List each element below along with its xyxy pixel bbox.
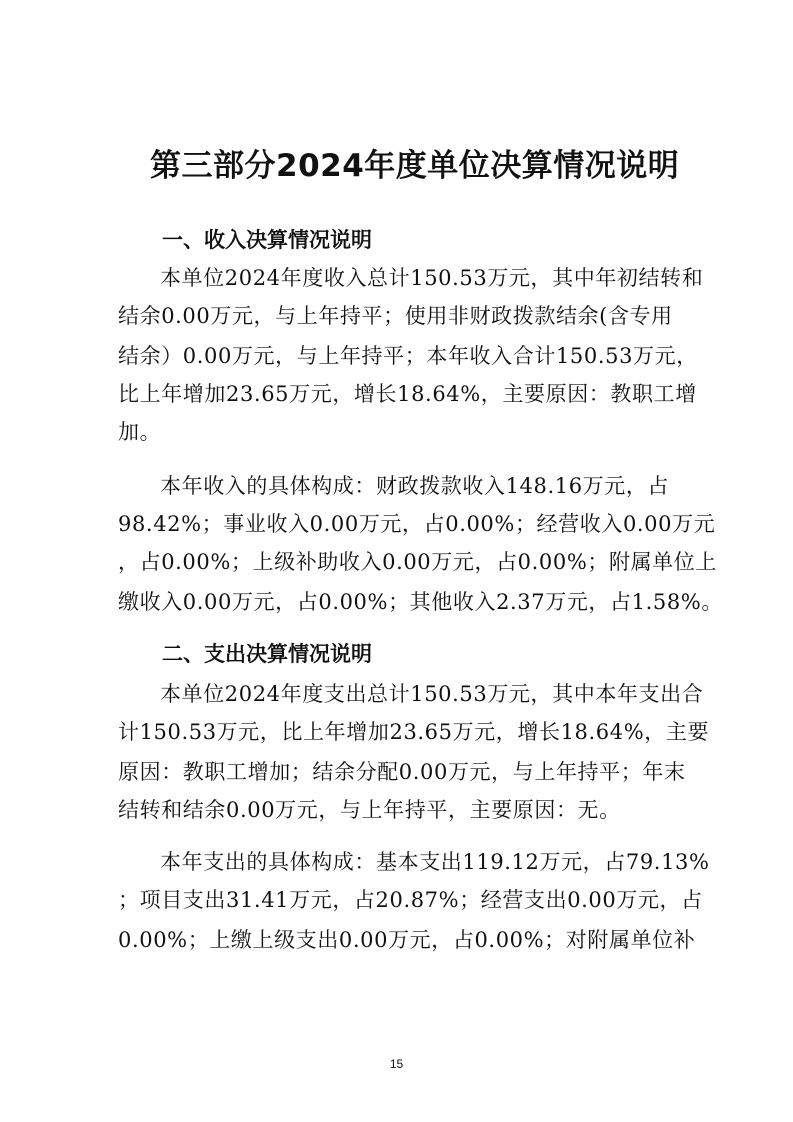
paragraph-line: 加。 bbox=[118, 420, 162, 444]
paragraph-line: 本单位2024年度收入总计150.53万元，其中年初结转和 bbox=[160, 266, 704, 290]
page-title: 第三部分2024年度单位决算情况说明 bbox=[150, 148, 680, 184]
section-heading-expenditure: 二、支出决算情况说明 bbox=[162, 642, 372, 666]
paragraph-line: 本年收入的具体构成：财政拨款收入148.16万元，占 bbox=[160, 474, 670, 498]
paragraph-line: 比上年增加23.65万元，增长18.64%，主要原因：教职工增 bbox=[118, 382, 697, 406]
paragraph-line: ，占0.00%；上级补助收入0.00万元，占0.00%；附属单位上 bbox=[118, 550, 717, 574]
paragraph-line: 98.42%；事业收入0.00万元，占0.00%；经营收入0.00万元 bbox=[118, 512, 716, 536]
paragraph-line: 原因：教职工增加；结余分配0.00万元，与上年持平；年末 bbox=[118, 760, 686, 784]
paragraph-line: 结余0.00万元，与上年持平；使用非财政拨款结余(含专用 bbox=[118, 304, 673, 328]
paragraph-line: 计150.53万元，比上年增加23.65万元，增长18.64%，主要 bbox=[118, 720, 710, 744]
paragraph-line: 结余）0.00万元，与上年持平；本年收入合计150.53万元， bbox=[118, 344, 698, 368]
paragraph-line: 缴收入0.00万元，占0.00%；其他收入2.37万元，占1.58%。 bbox=[118, 590, 723, 614]
paragraph-line: 结转和结余0.00万元，与上年持平，主要原因：无。 bbox=[118, 798, 621, 822]
page-number: 15 bbox=[389, 1057, 404, 1071]
paragraph-line: 本年支出的具体构成：基本支出119.12万元，占79.13% bbox=[160, 850, 710, 874]
paragraph-line: ；项目支出31.41万元，占20.87%；经营支出0.00万元，占 bbox=[118, 888, 703, 912]
section-heading-income: 一、收入决算情况说明 bbox=[162, 228, 372, 252]
paragraph-line: 0.00%；上缴上级支出0.00万元，占0.00%；对附属单位补 bbox=[118, 928, 696, 952]
paragraph-line: 本单位2024年度支出总计150.53万元，其中本年支出合 bbox=[160, 682, 704, 706]
